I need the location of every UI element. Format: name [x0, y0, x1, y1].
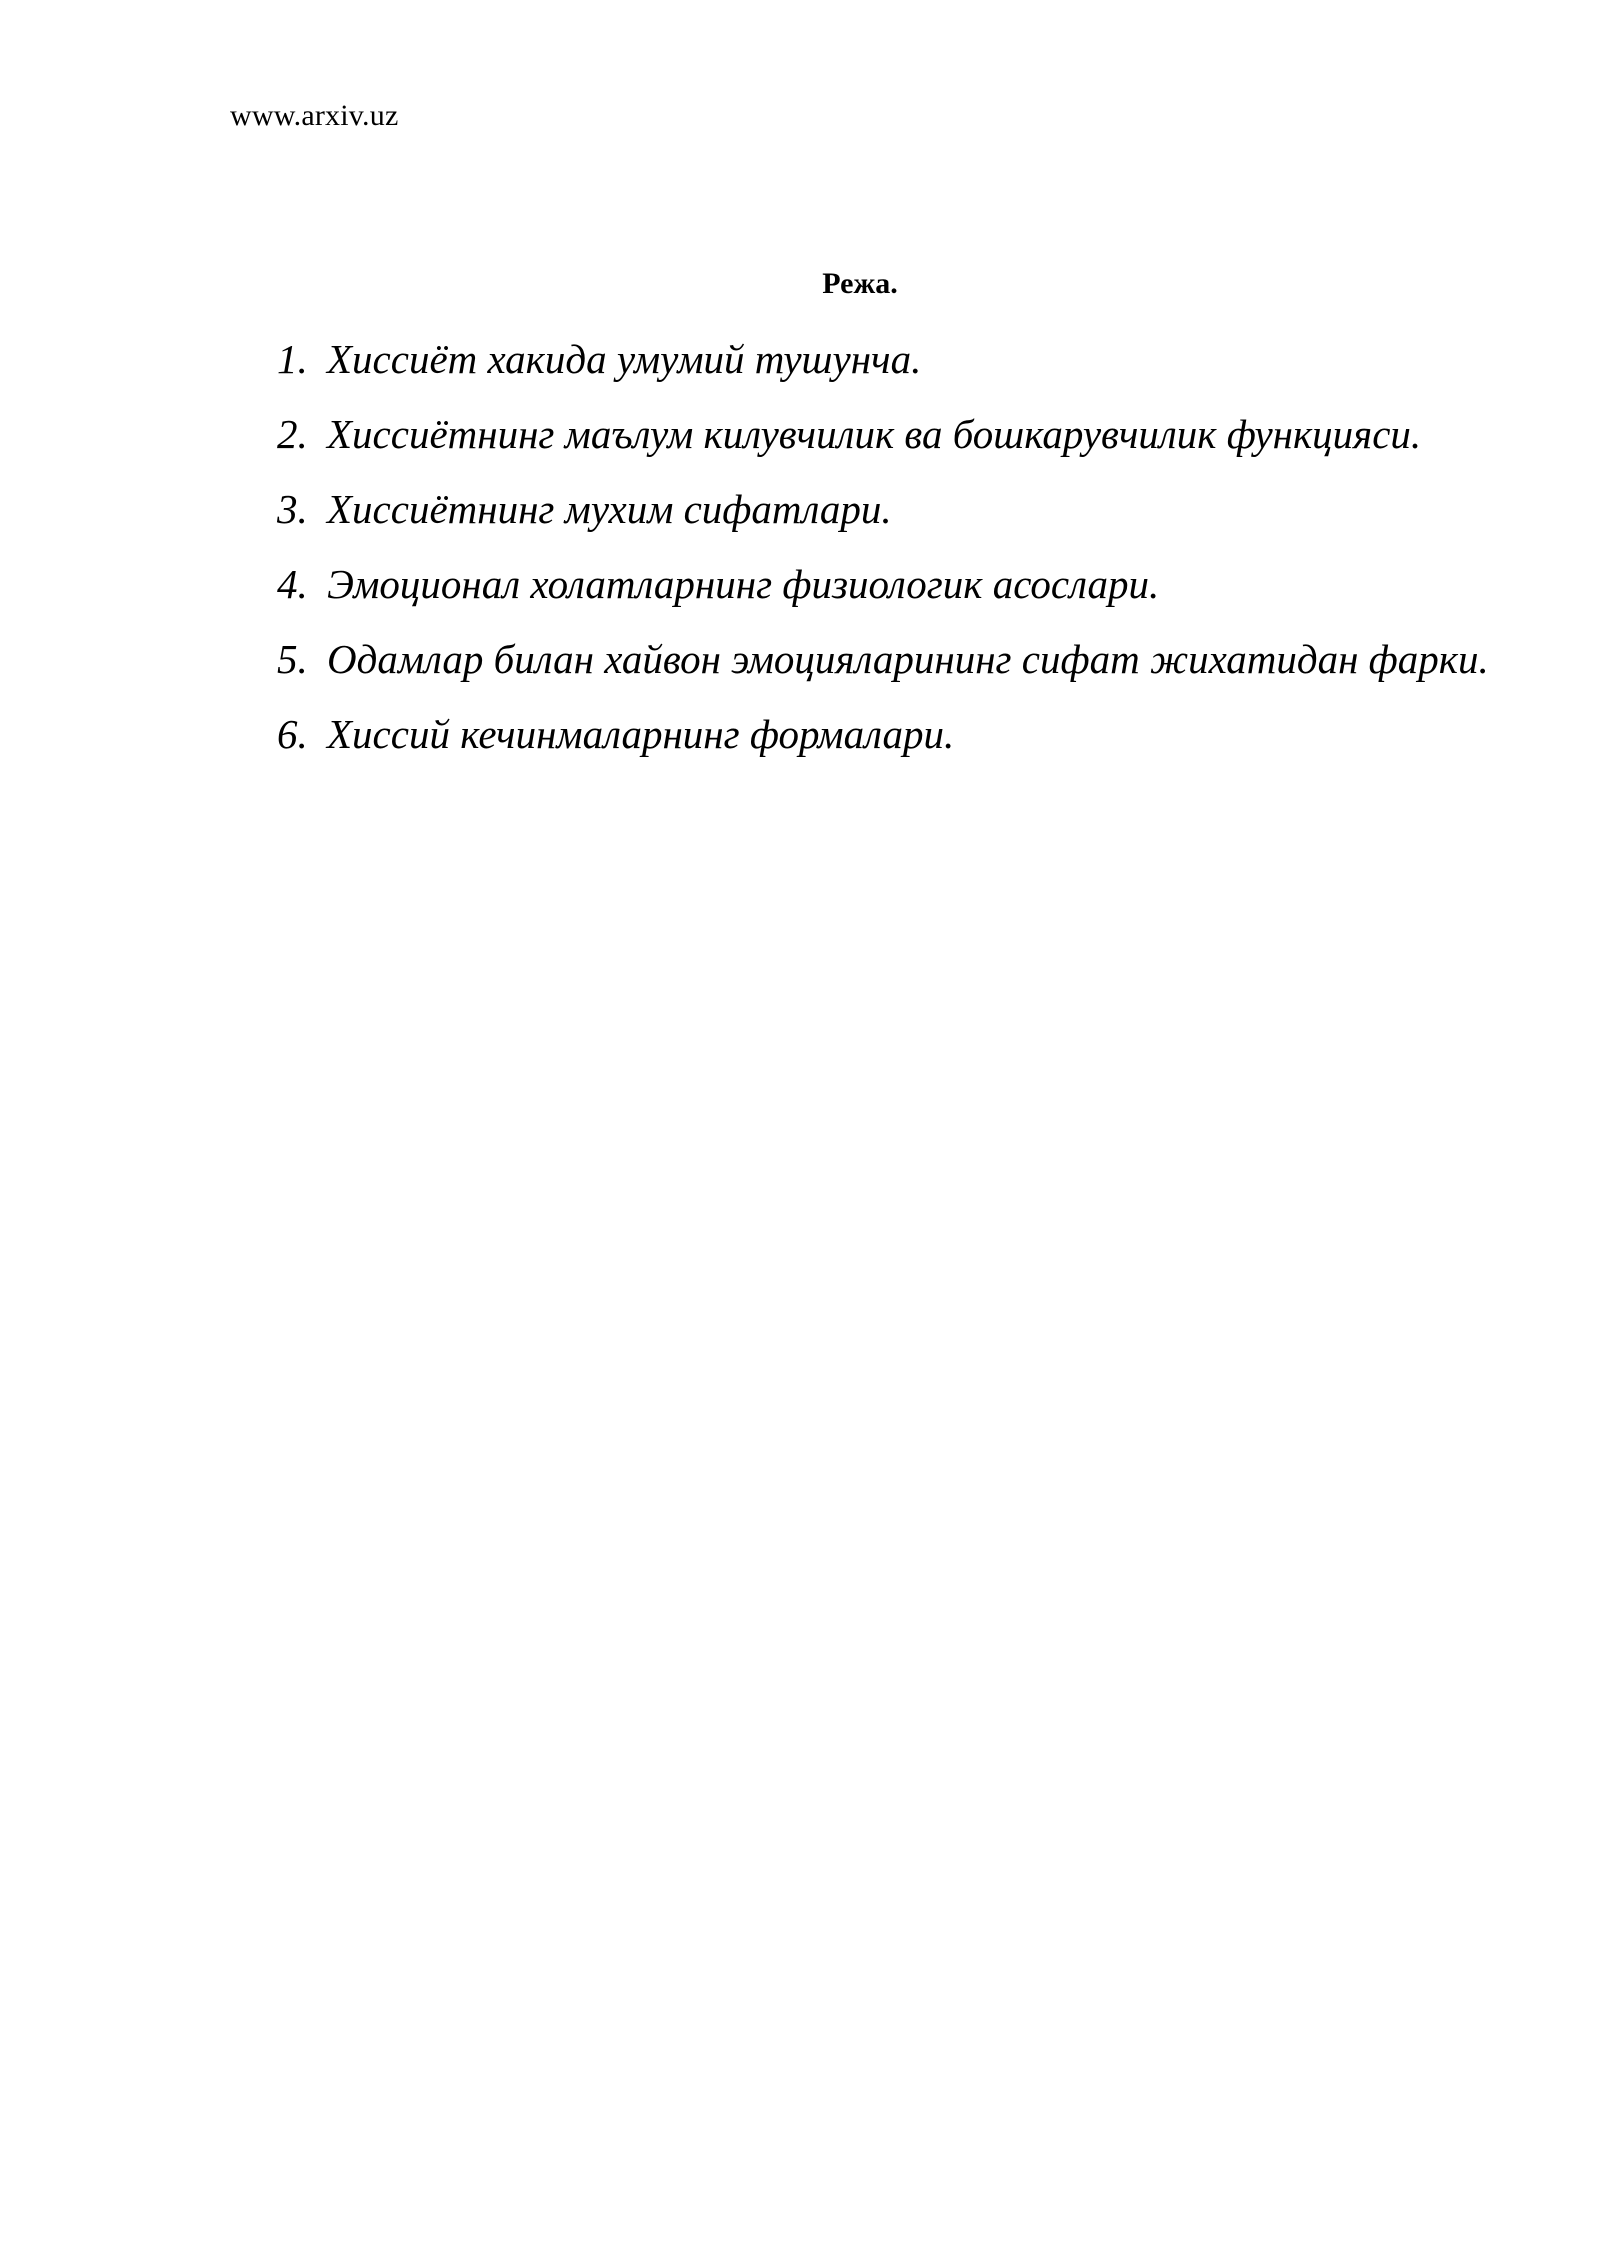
site-url: www.arxiv.uz — [230, 99, 399, 132]
list-item — [277, 547, 1492, 622]
list-item-number: 4. — [277, 561, 308, 607]
list-item-text: Хиссий кечинмаларнинг формалари. — [327, 711, 955, 757]
list-item-text: Хиссиётнинг маълум килувчилик ва бошкарувчилик функцияси. — [327, 411, 1422, 457]
list-item-text: Хиссиётнинг мухим сифатлари. — [327, 486, 892, 532]
list-item — [277, 322, 1492, 397]
list-item — [277, 397, 1492, 472]
list-item-number: 2. — [277, 411, 308, 457]
list-item-number: 6. — [277, 711, 308, 757]
list-item-text: Эмоционал холатларнинг физиологик асослари. — [327, 561, 1160, 607]
list-item — [277, 697, 1492, 772]
list-item — [277, 622, 1492, 697]
page-title: Режа. — [822, 267, 898, 300]
list-item-text: Одамлар билан хайвон эмоцияларининг сифат жихатидан фарки. — [327, 636, 1489, 682]
list-item-number: 1. — [277, 336, 308, 382]
list-item — [277, 472, 1492, 547]
list-item-number: 5. — [277, 636, 308, 682]
list-item-number: 3. — [277, 486, 308, 532]
plan-list — [277, 322, 1492, 772]
list-item-text: Хиссиёт хакида умумий тушунча. — [327, 336, 922, 382]
